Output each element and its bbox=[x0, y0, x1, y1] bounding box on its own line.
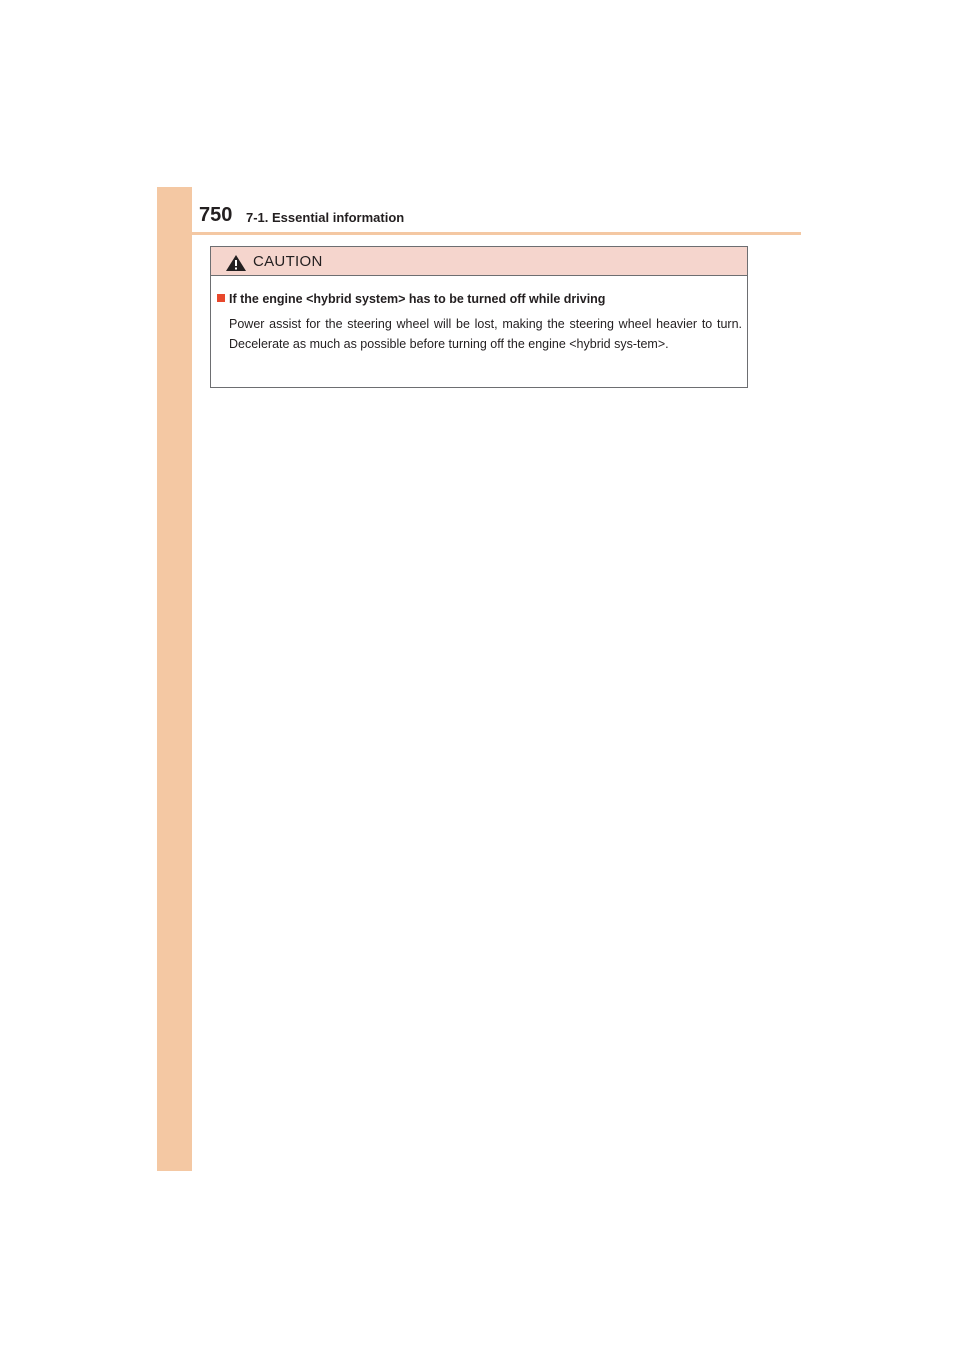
page-number: 750 bbox=[199, 204, 233, 226]
header-rule bbox=[157, 232, 801, 235]
chapter-side-tab bbox=[157, 187, 192, 1171]
square-bullet-icon bbox=[217, 294, 225, 302]
caution-header bbox=[211, 247, 747, 276]
section-title: 7-1. Essential information bbox=[246, 210, 405, 225]
caution-heading-text: If the engine <hybrid system> has to be turned off while driving bbox=[229, 292, 606, 306]
caution-label: CAUTION bbox=[253, 253, 323, 270]
caution-heading bbox=[217, 290, 737, 308]
caution-body: Power assist for the steering wheel will be lost, making the steering wheel heavier to turn. Decelerate as much as possible before turning off the engine <hybrid sys-tem>. bbox=[229, 317, 742, 351]
caution-box bbox=[210, 246, 748, 388]
warning-triangle-icon bbox=[225, 254, 247, 272]
